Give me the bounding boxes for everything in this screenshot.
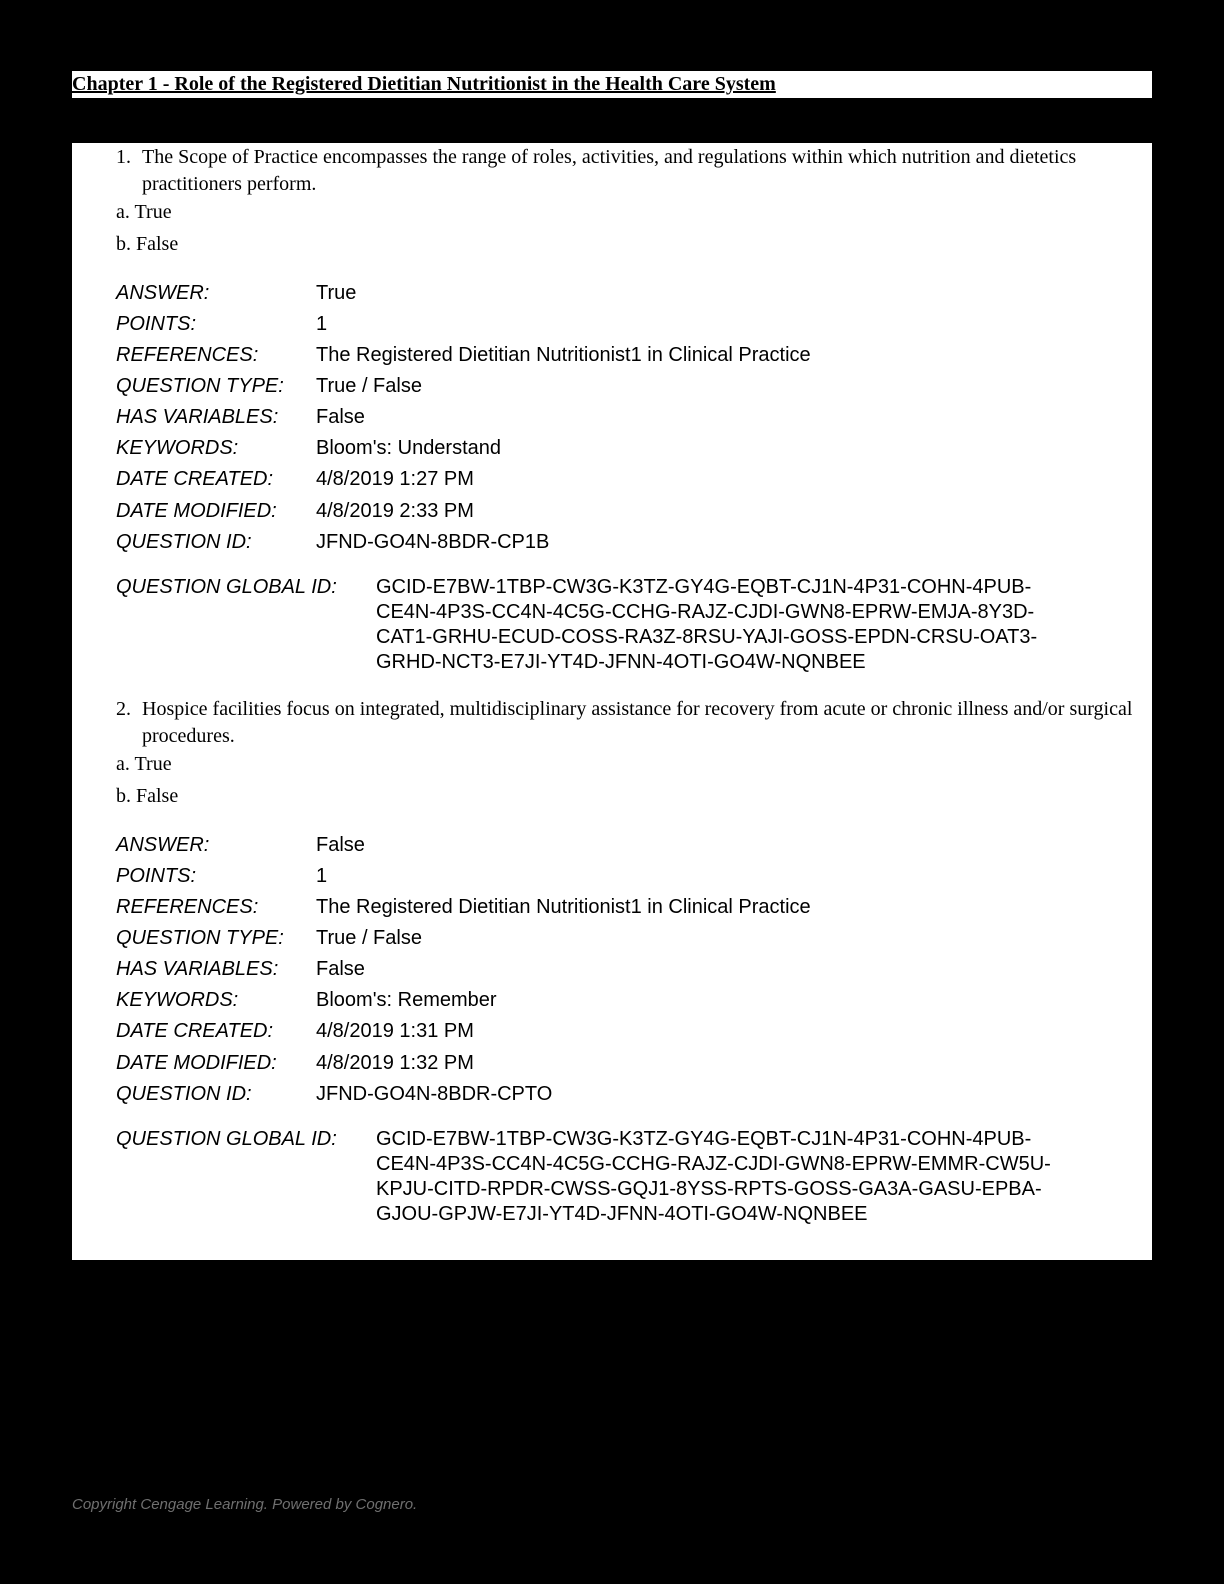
meta-label: QUESTION ID:: [116, 1083, 252, 1105]
meta-value: False: [316, 406, 365, 428]
meta-label: QUESTION TYPE:: [116, 375, 284, 397]
question-text: [116, 144, 1146, 198]
meta-label: ANSWER:: [116, 282, 210, 304]
meta-label: KEYWORDS:: [116, 989, 239, 1011]
meta-value: The Registered Dietitian Nutritionist1 in Clinical Practice: [316, 896, 811, 918]
meta-label: HAS VARIABLES:: [116, 406, 279, 428]
meta-value: True / False: [316, 927, 422, 949]
meta-value: JFND-GO4N-8BDR-CP1B: [316, 531, 550, 553]
meta-label: DATE MODIFIED:: [116, 1052, 277, 1074]
meta-label: KEYWORDS:: [116, 437, 239, 459]
meta-label: DATE CREATED:: [116, 468, 274, 490]
meta-value: 4/8/2019 1:32 PM: [316, 1052, 474, 1074]
choice-b: b. False: [116, 785, 179, 807]
meta-label: DATE MODIFIED:: [116, 500, 277, 522]
global-id-line: GJOU-GPJW-E7JI-YT4D-JFNN-4OTI-GO4W-NQNBEE: [376, 1203, 868, 1225]
global-id-value: [376, 1127, 1136, 1227]
question-stem: The Scope of Practice encompasses the range of roles, activities, and regulations within which nutrition and dietetics practitioners perform.: [142, 146, 1077, 195]
meta-label: QUESTION TYPE:: [116, 927, 284, 949]
meta-label: QUESTION ID:: [116, 531, 252, 553]
meta-label: HAS VARIABLES:: [116, 958, 279, 980]
meta-value: 4/8/2019 1:31 PM: [316, 1020, 474, 1042]
meta-value: False: [316, 958, 365, 980]
global-id-label: QUESTION GLOBAL ID:: [116, 576, 337, 598]
question-stem: Hospice facilities focus on integrated, multidisciplinary assistance for recovery from acute or chronic illness and/or surgical procedures.: [142, 698, 1133, 747]
meta-value: True: [316, 282, 357, 304]
global-id-line: GCID-E7BW-1TBP-CW3G-K3TZ-GY4G-EQBT-CJ1N-4P31-COHN-4PUB-: [376, 1128, 1032, 1150]
meta-value: 4/8/2019 1:27 PM: [316, 468, 474, 490]
global-id-line: GCID-E7BW-1TBP-CW3G-K3TZ-GY4G-EQBT-CJ1N-4P31-COHN-4PUB-: [376, 576, 1032, 598]
global-id-line: CAT1-GRHU-ECUD-COSS-RA3Z-8RSU-YAJI-GOSS-EPDN-CRSU-OAT3-: [376, 626, 1038, 648]
meta-label: DATE CREATED:: [116, 1020, 274, 1042]
meta-value: 1: [316, 865, 328, 887]
choice-b: b. False: [116, 233, 179, 255]
question-number: 1.: [116, 146, 131, 168]
meta-label: REFERENCES:: [116, 344, 259, 366]
global-id-line: CE4N-4P3S-CC4N-4C5G-CCHG-RAJZ-CJDI-GWN8-EPRW-EMJA-8Y3D-: [376, 601, 1035, 623]
meta-value: Bloom's: Remember: [316, 989, 497, 1011]
meta-value: Bloom's: Understand: [316, 437, 502, 459]
choice-a: a. True: [116, 753, 172, 775]
meta-value: 1: [316, 313, 328, 335]
meta-label: POINTS:: [116, 313, 197, 335]
global-id-label: QUESTION GLOBAL ID:: [116, 1128, 337, 1150]
meta-value: JFND-GO4N-8BDR-CPTO: [316, 1083, 553, 1105]
meta-value: 4/8/2019 2:33 PM: [316, 500, 474, 522]
meta-label: ANSWER:: [116, 834, 210, 856]
global-id-line: CE4N-4P3S-CC4N-4C5G-CCHG-RAJZ-CJDI-GWN8-EPRW-EMMR-CW5U-: [376, 1153, 1051, 1175]
copyright-footer: Copyright Cengage Learning. Powered by Cognero.: [72, 1496, 418, 1513]
global-id-line: KPJU-CITD-RPDR-CWSS-GQJ1-8YSS-RPTS-GOSS-GA3A-GASU-EPBA-: [376, 1178, 1042, 1200]
meta-value: The Registered Dietitian Nutritionist1 in Clinical Practice: [316, 344, 811, 366]
chapter-title: Chapter 1 - Role of the Registered Dietitian Nutritionist in the Health Care System: [72, 73, 776, 95]
question-list: [72, 143, 1152, 1260]
meta-label: POINTS:: [116, 865, 197, 887]
global-id-value: [376, 575, 1136, 675]
meta-value: False: [316, 834, 365, 856]
choice-a: a. True: [116, 201, 172, 223]
chapter-header: [72, 71, 1152, 98]
global-id-line: GRHD-NCT3-E7JI-YT4D-JFNN-4OTI-GO4W-NQNBEE: [376, 651, 866, 673]
meta-label: REFERENCES:: [116, 896, 259, 918]
meta-value: True / False: [316, 375, 422, 397]
question-text: [116, 696, 1146, 750]
question-number: 2.: [116, 698, 131, 720]
